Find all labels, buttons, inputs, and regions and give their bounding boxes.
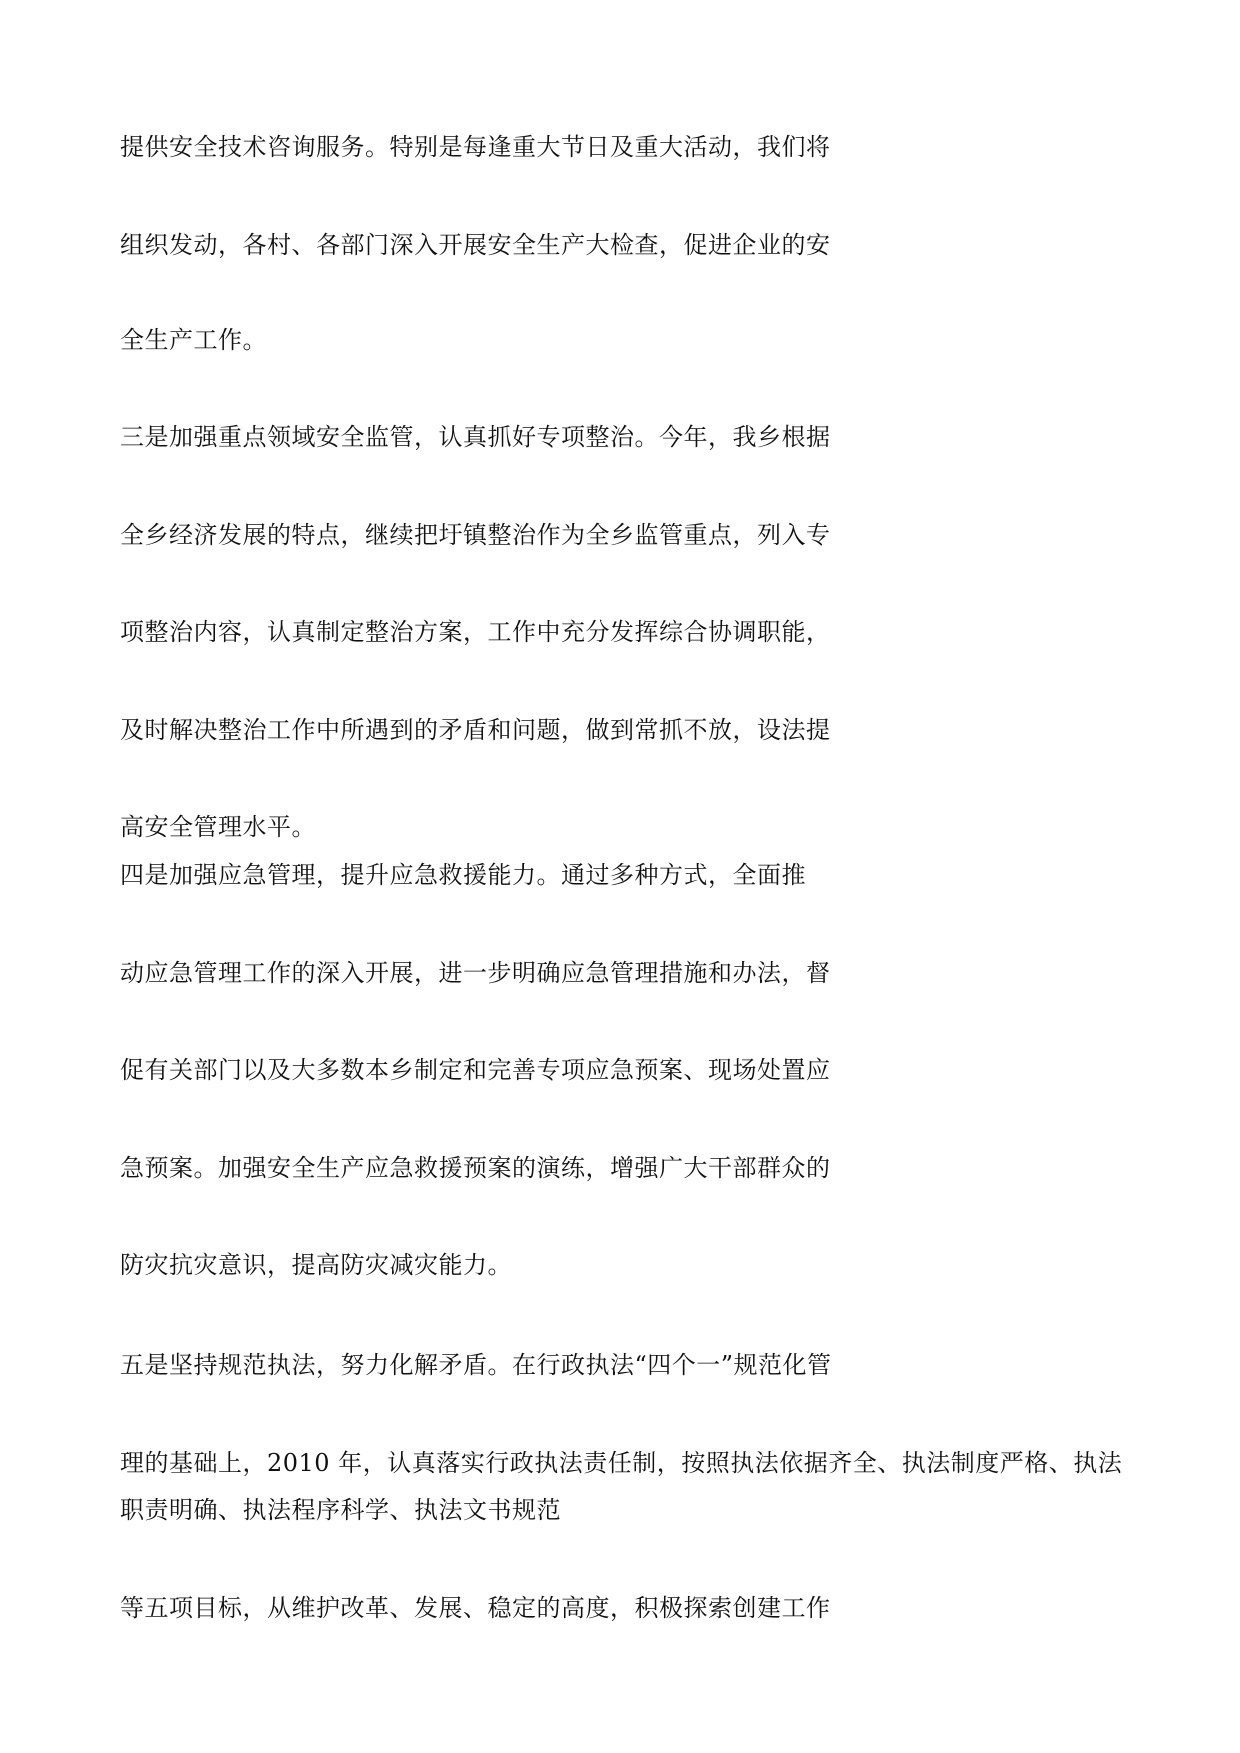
paragraph-line: 提供安全技术咨询服务。特别是每逢重大节日及重大活动，我们将: [120, 133, 831, 161]
paragraph-line: 促有关部门以及大多数本乡制定和完善专项应急预案、现场处置应: [120, 1056, 831, 1084]
paragraph-line: 全乡经济发展的特点，继续把圩镇整治作为全乡监管重点，列入专: [120, 521, 831, 549]
paragraph-line: 急预案。加强安全生产应急救援预案的演练，增强广大干部群众的: [120, 1154, 831, 1182]
paragraph-line: 职责明确、执法程序科学、执法文书规范: [120, 1496, 561, 1524]
paragraph-line: 防灾抗灾意识，提高防灾减灾能力。: [120, 1251, 512, 1279]
paragraph-line: 五是坚持规范执法，努力化解矛盾。在行政执法“四个一”规范化管: [120, 1351, 832, 1379]
paragraph-line: 动应急管理工作的深入开展，进一步明确应急管理措施和办法，督: [120, 959, 831, 987]
paragraph-line: 四是加强应急管理，提升应急救援能力。通过多种方式，全面推: [120, 861, 806, 889]
paragraph-line: 项整治内容，认真制定整治方案，工作中充分发挥综合协调职能，: [120, 618, 831, 646]
paragraph-line: 及时解决整治工作中所遇到的矛盾和问题，做到常抓不放，设法提: [120, 716, 831, 744]
paragraph-line: 三是加强重点领域安全监管，认真抓好专项整治。今年，我乡根据: [120, 423, 831, 451]
paragraph-line: 组织发动，各村、各部门深入开展安全生产大检查，促进企业的安: [120, 231, 831, 259]
paragraph-line: 全生产工作。: [120, 326, 267, 354]
paragraph-line: 高安全管理水平。: [120, 813, 316, 841]
paragraph-line: 理的基础上，2010 年，认真落实行政执法责任制，按照执法依据齐全、执法制度严格、执法: [120, 1449, 1123, 1477]
paragraph-line: 等五项目标，从维护改革、发展、稳定的高度，积极探索创建工作: [120, 1594, 831, 1622]
